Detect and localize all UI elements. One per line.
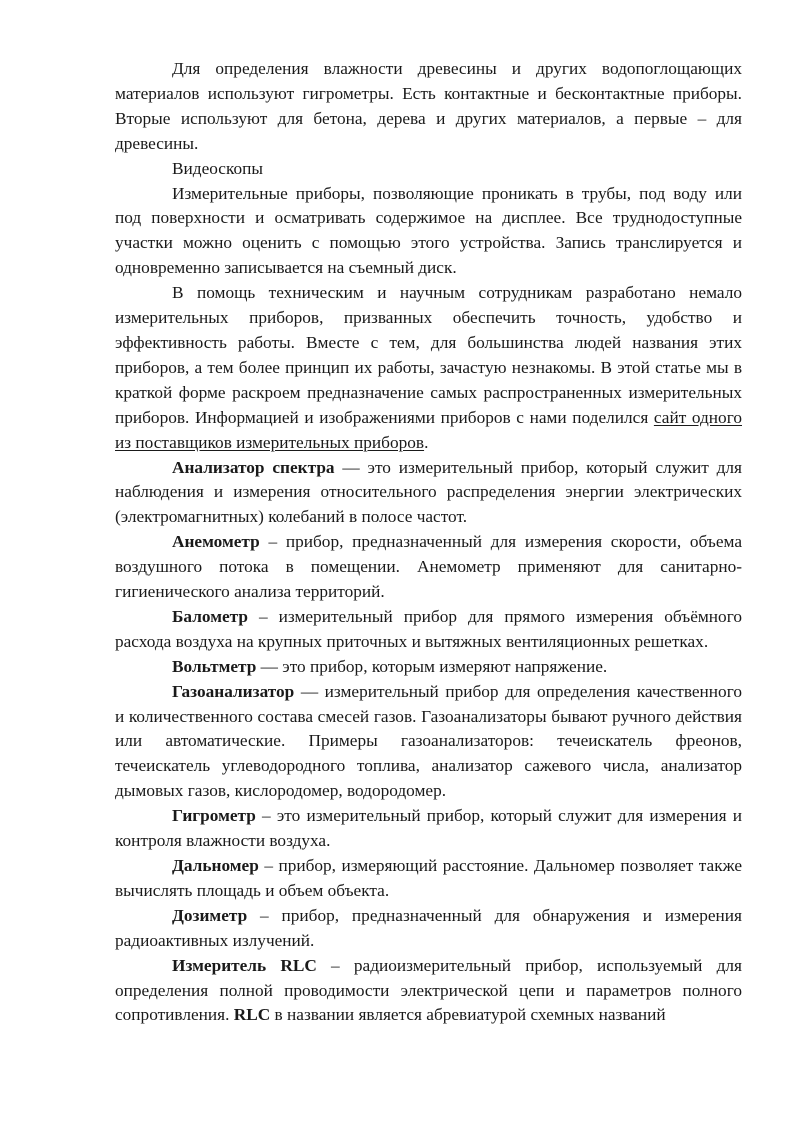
paragraph-videoscopes-heading: Видеоскопы: [172, 158, 263, 178]
definition-hygrometer: – это измерительный прибор, который служит для измерения и контроля влажности воздуха.: [115, 806, 742, 851]
paragraph-anemometer: [115, 530, 742, 605]
paragraph-intro: [115, 281, 742, 455]
definition-rlc-meter: – радиоизмерительный прибор, используемый для определения полной проводимости электрической цепи и параметров полного сопротивления.: [115, 955, 742, 1025]
paragraph-gas-analyzer: [115, 680, 742, 805]
term-dosimeter: Дозиметр: [172, 905, 248, 925]
definition-gas-analyzer: — измерительный прибор для определения качественного и количественного состава смесей газов. Газоанализаторы бывают ручного действия или автоматические. Примеры газоанализаторов: течеискатель фреонов, течеискатель углеводородного топлива, анализатор сажевого числа, анализатор дымовых газов, кислородомер, водородомер.: [115, 681, 742, 801]
definition-rlc-continued: в названии является абревиатурой схемных названий: [270, 1005, 666, 1025]
term-hygrometer: Гигрометр: [172, 806, 256, 826]
definition-voltmeter: — это прибор, которым измеряют напряжение.: [256, 656, 608, 676]
term-gas-analyzer: Газоанализатор: [172, 681, 295, 701]
paragraph-hygrometer: [115, 804, 742, 854]
intro-text: В помощь техническим и научным сотрудникам разработано немало измерительных приборов, призванных обеспечить точность, удобство и эффективность работы. Вместе с тем, для большинства людей названия этих приборов, а тем более принцип их работы, зачастую незнакомы. В этой статье мы в краткой форме раскроем предназначение самых распространенных измерительных приборов. Информацией и изображениями приборов с нами поделился: [115, 283, 742, 427]
paragraph-dosimeter: [115, 904, 742, 954]
term-rangefinder: Дальномер: [172, 856, 259, 875]
paragraph-hygrometers-intro: Для определения влажности древесины и других водопоглощающих материалов используют гигрометры. Есть контактные и бесконтактные приборы. Вторые используют для бетона, дерева и других материалов, а первые – для древесины.: [115, 59, 742, 153]
definition-anemometer: – прибор, предназначенный для измерения скорости, объема воздушного потока в помещении. Анемометр применяют для санитарно-гигиенического анализа территорий.: [115, 532, 742, 602]
paragraph-rlc-meter: [115, 954, 742, 1029]
paragraph-rangefinder: [115, 854, 742, 904]
term-balometer: Балометр: [172, 606, 248, 626]
definition-dosimeter: – прибор, предназначенный для обнаружения и измерения радиоактивных излучений.: [115, 905, 742, 950]
definition-balometer: – измерительный прибор для прямого измерения объёмного расхода воздуха на крупных приточных и вытяжных вентиляционных решетках.: [115, 606, 742, 651]
definition-rangefinder: – прибор, измеряющий расстояние. Дальномер позволяет также вычислять площадь и объем объекта.: [115, 856, 742, 900]
definition-spectrum-analyzer: — это измерительный прибор, который служит для наблюдения и измерения относительного распределения энергии электрических (электромагнитных) колебаний в полосе частот.: [115, 457, 742, 527]
term-rlc-abbrev: RLC: [233, 1005, 271, 1025]
term-spectrum-analyzer: Анализатор спектра: [172, 457, 335, 477]
paragraph-balometer: [115, 605, 742, 655]
term-anemometer: Анемометр: [172, 532, 260, 552]
intro-end: .: [424, 432, 429, 452]
paragraph-videoscopes: Измерительные приборы, позволяющие проникать в трубы, под воду или под поверхности и осматривать содержимое на дисплее. Все труднодоступные участки можно оценить с помощью этого устройства. Запись транслируется и одновременно записывается на съемный диск.: [115, 183, 742, 278]
term-rlc-meter: Измеритель RLC: [172, 955, 317, 975]
term-voltmeter: Вольтметр: [172, 656, 257, 676]
paragraph-spectrum-analyzer: [115, 456, 742, 531]
paragraph-voltmeter: [115, 655, 742, 680]
supplier-site-link[interactable]: сайт одного из поставщиков измерительных приборов: [115, 407, 742, 452]
